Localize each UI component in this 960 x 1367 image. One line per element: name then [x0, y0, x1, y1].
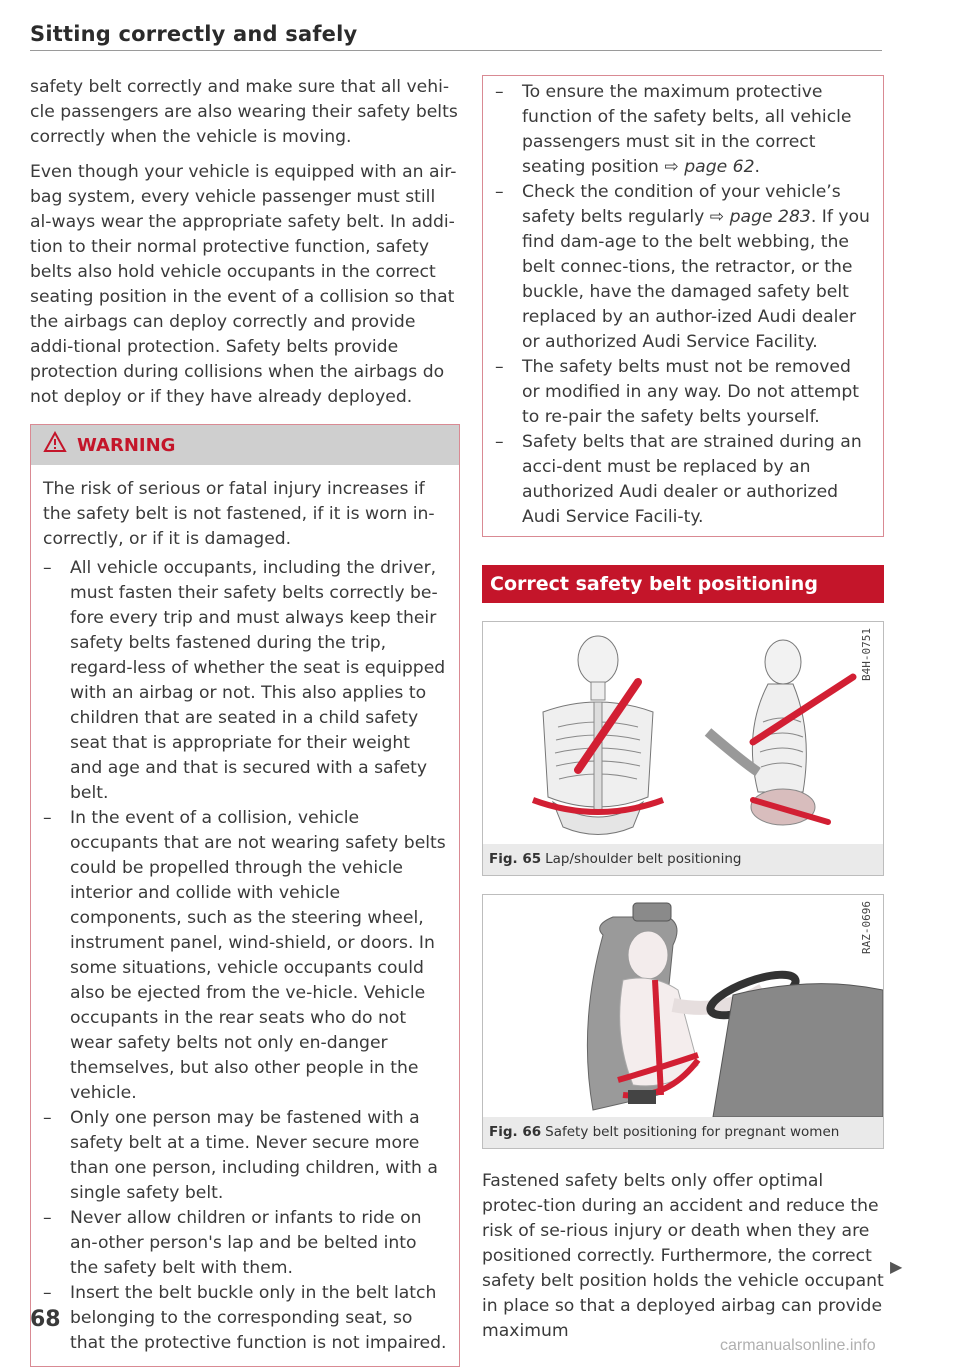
figure-caption — [483, 844, 883, 875]
pregnant-belt-illustration — [483, 895, 883, 1117]
list-item-text: To ensure the maximum protective function of the safety belts, all vehicle passengers must sit in the correct seating position — [522, 82, 852, 177]
header-divider — [30, 50, 882, 51]
warning-intro: The risk of serious or fatal injury increases if the safety belt is not fastened, if it is worn in-correctly, or if it is damaged. — [43, 479, 435, 549]
figure-code: RAZ-0696 — [860, 901, 873, 954]
list-item-text-end: . — [754, 157, 760, 177]
list-item: – Never allow children or infants to ride on an-other person's lap and be belted into the safety belt with them. — [43, 1206, 447, 1281]
figure-65 — [482, 621, 884, 876]
list-item: – The safety belts must not be removed or modified in any way. Do not attempt to re-pair the safety belts yourself. — [495, 355, 871, 430]
right-column — [482, 75, 884, 1354]
figure-caption-text: Lap/shoulder belt positioning — [545, 851, 742, 867]
list-item-text: Check the condition of your vehicle’s safety belts regularly — [522, 182, 841, 227]
warning-continued-list — [495, 80, 871, 530]
left-column — [30, 75, 460, 1367]
page-reference-link[interactable]: ⇨ page 62 — [664, 157, 755, 177]
page-reference-link[interactable]: ⇨ page 283 — [709, 207, 811, 227]
list-item: – In the event of a collision, vehicle occupants that are not wearing safety belts could be propelled through the vehicle interior and collide with vehicle components, such as the steering wheel, instrument panel, wind-shield, or doors. In some situations, vehicle occupants could also be ejected from the ve-hicle. Vehicle occupants in the rear seats who do not wear safety belts not only en-danger themselves, but also other people in the vehicle. — [43, 806, 447, 1106]
list-item — [495, 180, 871, 355]
figure-caption-text: Safety belt positioning for pregnant women — [545, 1124, 840, 1140]
continue-arrow-icon: ▶ — [890, 1257, 903, 1276]
paragraph-airbag-system: Even though your vehicle is equipped with an air-bag system, every vehicle passenger must still al-ways wear the appropriate safety belt. In addi-tion to their normal protective function, safety belts also hold vehicle occupants in the correct seating position in the event of a collision so that the airbags can deploy correctly and provide addi-tional protection. Safety belts provide protection during collisions when the airbags do not deploy or if they have already deployed. — [30, 162, 457, 407]
figure-65-illustration — [483, 622, 883, 844]
figure-label: Fig. 66 — [489, 1124, 542, 1140]
list-item-text-end: . If you find dam-age to the belt webbing, the belt connec-tions, the retractor, or the buckle, have the damaged safety belt replaced by an author-ized Audi dealer or authorized Audi Service Facility. — [522, 207, 870, 352]
list-item: – Only one person may be fastened with a safety belt at a time. Never secure more than one person, including children, with a single safety belt. — [43, 1106, 447, 1206]
figure-66 — [482, 894, 884, 1149]
list-item: – Insert the belt buckle only in the belt latch belonging to the corresponding seat, so that the protective function is not impaired. — [43, 1281, 447, 1356]
list-item — [495, 80, 871, 180]
warning-body — [31, 465, 459, 1366]
paragraph-belt-positioning: Fastened safety belts only offer optimal protec-tion during an accident and reduce the risk of se-rious injury or death when they are positioned correctly. Furthermore, the correct safety belt position holds the vehicle occupant in place so that a deployed airbag can provide maximum — [482, 1171, 884, 1341]
paragraph-continued: safety belt correctly and make sure that all vehi-cle passengers are also wearing their safety belts correctly when the vehicle is moving. — [30, 77, 458, 147]
section-heading: Correct safety belt positioning — [482, 565, 884, 603]
list-item: – All vehicle occupants, including the driver, must fasten their safety belts correctly be-fore every trip and must always keep their safety belts fastened during the trip, regard-less of whether the seat is equipped with an airbag or not. This also applies to children that are seated in a child safety seat that is appropriate for their weight and age and that is secured with a safety belt. — [43, 556, 447, 806]
belt-positioning-illustration — [483, 622, 883, 844]
warning-box — [30, 424, 460, 1367]
figure-66-illustration — [483, 895, 883, 1117]
warning-title: WARNING — [77, 434, 176, 456]
list-item: – Safety belts that are strained during an acci-dent must be replaced by an authorized Audi dealer or authorized Audi Service Facili-ty. — [495, 430, 871, 530]
page-section-title: Sitting correctly and safely — [30, 22, 358, 46]
warning-continued-box — [482, 75, 884, 537]
warning-triangle-icon — [43, 431, 77, 460]
figure-label: Fig. 65 — [489, 851, 542, 867]
page-number: 68 — [30, 1307, 61, 1332]
warning-header — [31, 425, 459, 465]
figure-caption — [483, 1117, 883, 1148]
watermark: carmanualsonline.info — [720, 1337, 876, 1354]
figure-code: B4H-0751 — [860, 628, 873, 681]
warning-list — [43, 556, 447, 1356]
